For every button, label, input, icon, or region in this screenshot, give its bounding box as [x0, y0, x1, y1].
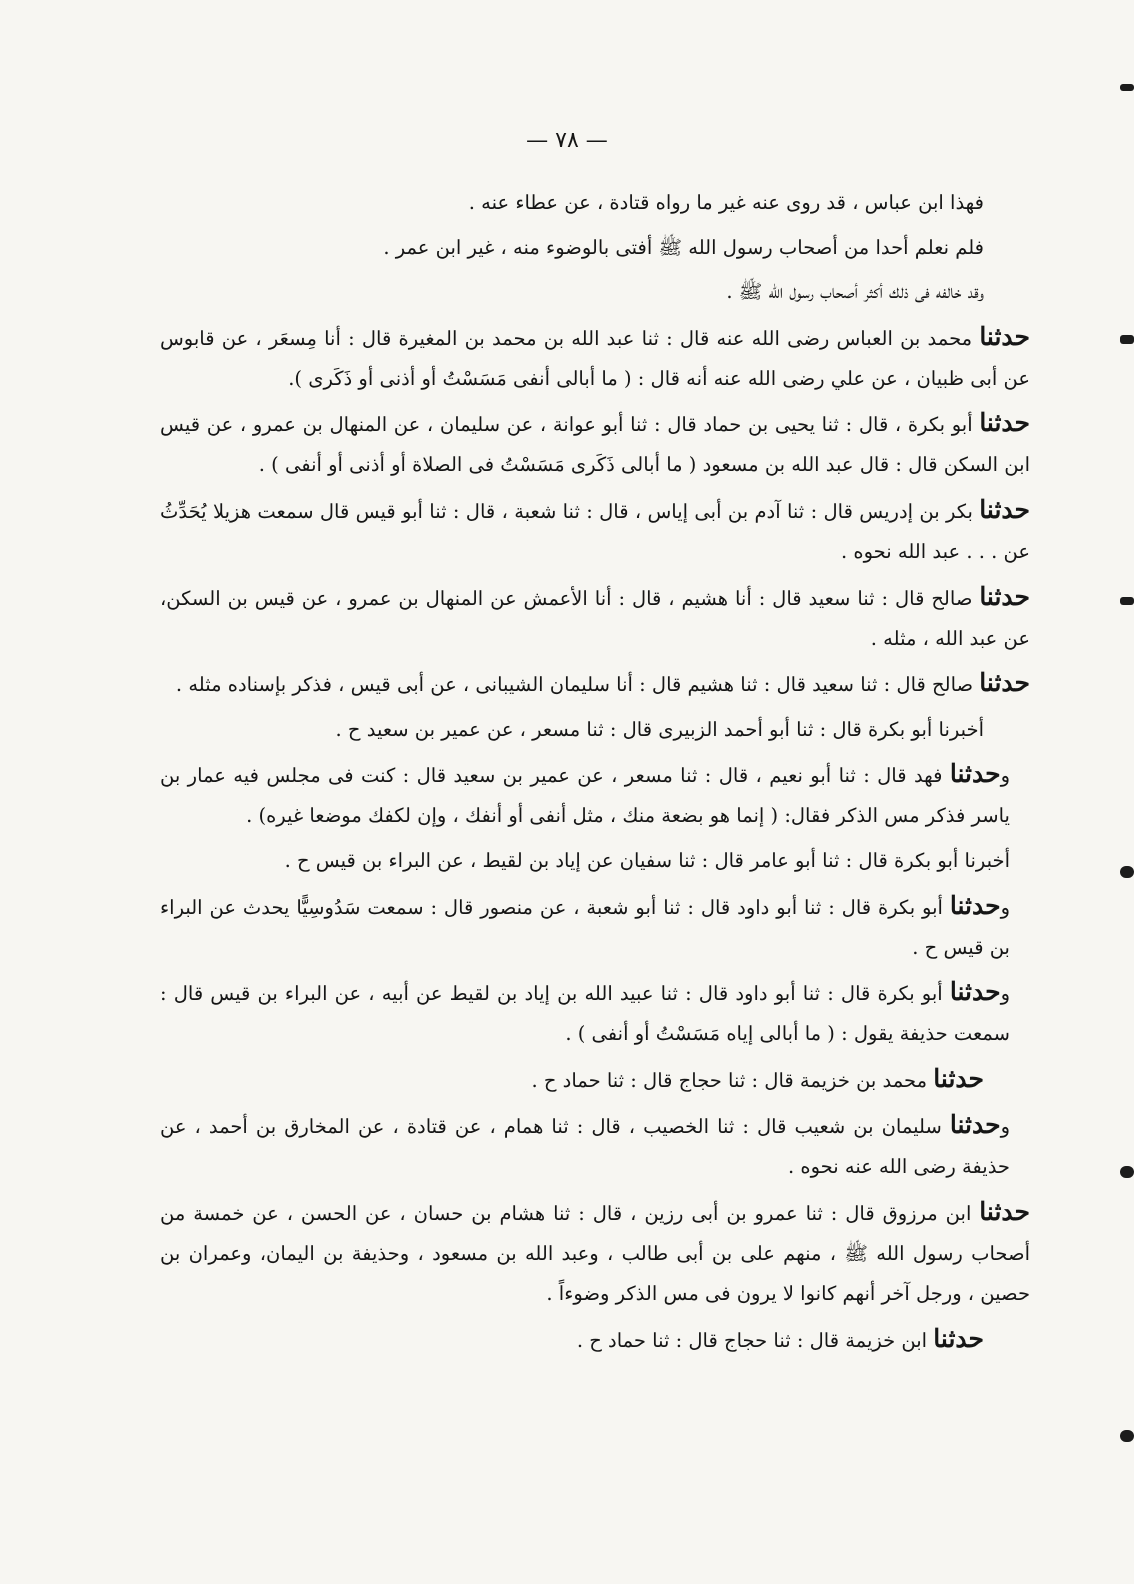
paragraph-text: أخبرنا أبو بكرة قال : ثنا أبو عامر قال : ثنا سفيان عن إياد بن لقيط ، عن البراء بن قيس ح .	[284, 848, 1010, 872]
paragraph-text: أبو بكرة ، قال : ثنا يحيى بن حماد قال : ثنا أبو عوانة ، عن سليمان ، عن المنهال بن عمرو ، عن قيس ابن السكن قال : قال عبد الله بن مسعود ( ما أبالى ذَكَرى مَسَسْتُ فى الصلاة أو أذنى أو أنفى ) .	[160, 413, 1030, 477]
narration-word: حدثنا	[933, 1063, 984, 1093]
narration-word: حدثنا	[949, 759, 1001, 789]
paragraph	[160, 710, 1030, 750]
paragraph-text: أبو بكرة قال : ثنا أبو داود قال : ثنا أبو شعبة ، عن منصور قال : سمعت سَدُوسِيًّا يحدث عن البراء بن قيس ح .	[160, 895, 1010, 959]
margin-mark	[1120, 335, 1134, 344]
paragraph-text: فلم نعلم أحدا من أصحاب رسول الله ﷺ أفتى بالوضوء منه ، غير ابن عمر .	[383, 235, 984, 259]
narration-word: حدثنا	[979, 408, 1031, 438]
narration-word: حدثنا	[979, 581, 1031, 611]
paragraph	[160, 317, 1030, 399]
paragraph	[160, 272, 1030, 312]
narration-word: حدثنا	[979, 321, 1031, 351]
paragraph	[160, 403, 1030, 485]
narration-word: حدثنا	[933, 1323, 984, 1353]
paragraph-lead: و	[1000, 895, 1010, 919]
paragraph-text: بكر بن إدريس قال : ثنا آدم بن أبى إياس ، قال : ثنا شعبة ، قال : ثنا أبو قيس قال سمعت هزيلا يُحَدِّثُ عن . . . عبد الله نحوه .	[160, 499, 1030, 563]
paragraph-text: ابن مرزوق قال : ثنا عمرو بن أبى رزين ، قال : ثنا هشام بن حسان ، عن الحسن ، عن خمسة من أصحاب رسول الله ﷺ ، منهم على بن أبى طالب ، وعبد الله بن مسعود ، وحذيفة بن اليمان، وعمران بن حصين ، ورجل آخر أنهم كانوا لا يرون فى مس الذكر وضوءاً .	[160, 1201, 1030, 1305]
margin-mark	[1120, 866, 1134, 878]
paragraph	[160, 577, 1030, 659]
paragraph-text: أخبرنا أبو بكرة قال : ثنا أبو أحمد الزبيرى قال : ثنا مسعر ، عن عمير بن سعيد ح .	[335, 717, 984, 741]
paragraph	[160, 841, 1030, 881]
body-text	[160, 183, 1030, 1365]
paragraph	[160, 972, 1030, 1054]
paragraph	[160, 1192, 1030, 1314]
paragraph	[160, 1319, 1030, 1361]
paragraph-text: وقد خالفه فى ذلك أكثر أصحاب رسول الله ﷺ .	[726, 280, 984, 304]
paragraph-text: فهد قال : ثنا أبو نعيم ، قال : ثنا مسعر ، عن عمير بن سعيد قال : كنت فى مجلس فيه عمار بن ياسر فذكر مس الذكر فقال: ( إنما هو بضعة منك ، مثل أنفى أو أنفك ، وإن لكفك موضعا غيره) .	[160, 764, 1010, 828]
paragraph-lead: و	[1000, 764, 1010, 788]
narration-word: حدثنا	[949, 1110, 1001, 1140]
paragraph	[160, 663, 1030, 705]
narration-word: حدثنا	[949, 977, 1001, 1007]
paragraph-text: محمد بن خزيمة قال : ثنا حجاج قال : ثنا حماد ح .	[531, 1068, 928, 1092]
paragraph	[160, 183, 1030, 223]
paragraph	[160, 1059, 1030, 1101]
paragraph-text: صالح قال : ثنا سعيد قال : ثنا هشيم قال : أنا سليمان الشيبانى ، عن أبى قيس ، فذكر بإسناده مثله .	[175, 673, 974, 697]
page-number: — ٧٨ —	[526, 128, 608, 153]
paragraph-text: ابن خزيمة قال : ثنا حجاج قال : ثنا حماد ح .	[576, 1328, 928, 1352]
narration-word: حدثنا	[979, 494, 1030, 524]
paragraph-text: سليمان بن شعيب قال : ثنا الخصيب ، قال : ثنا همام ، عن قتادة ، عن المخارق بن أحمد ، عن حذيفة رضى الله عنه نحوه .	[160, 1115, 1010, 1179]
paragraph	[160, 1105, 1030, 1187]
margin-mark	[1120, 1430, 1134, 1442]
paragraph-text: أبو بكرة قال : ثنا أبو داود قال : ثنا عبيد الله بن إياد بن لقيط عن أبيه ، عن البراء بن قيس قال : سمعت حذيفة يقول : ( ما أبالى إياه مَسَسْتُ أو أنفى ) .	[160, 982, 1010, 1046]
margin-mark	[1120, 1166, 1134, 1178]
paragraph-lead: و	[1000, 1115, 1010, 1139]
margin-mark	[1120, 84, 1134, 91]
narration-word: حدثنا	[979, 1196, 1030, 1226]
paragraph-text: فهذا ابن عباس ، قد روى عنه غير ما رواه قتادة ، عن عطاء عنه .	[468, 191, 984, 214]
paragraph	[160, 886, 1030, 968]
paragraph	[160, 490, 1030, 572]
paragraph-lead: و	[1000, 982, 1011, 1006]
paragraph	[160, 754, 1030, 836]
paragraph-text: محمد بن العباس رضى الله عنه قال : ثنا عبد الله بن محمد بن المغيرة قال : أنا مِسعَر ، عن قابوس عن أبى ظبيان ، عن علي رضى الله عنه أنه قال : ( ما أبالى أنفى مَسَسْتُ أو أذنى أو ذَكَرى ).	[160, 326, 1030, 390]
paragraph	[160, 228, 1030, 268]
narration-word: حدثنا	[949, 890, 1001, 920]
margin-mark	[1120, 597, 1134, 605]
narration-word: حدثنا	[979, 668, 1030, 698]
paragraph-text: صالح قال : ثنا سعيد قال : أنا هشيم ، قال : أنا الأعمش عن المنهال بن عمرو ، عن قيس بن السكن، عن عبد الله ، مثله .	[160, 586, 1030, 650]
